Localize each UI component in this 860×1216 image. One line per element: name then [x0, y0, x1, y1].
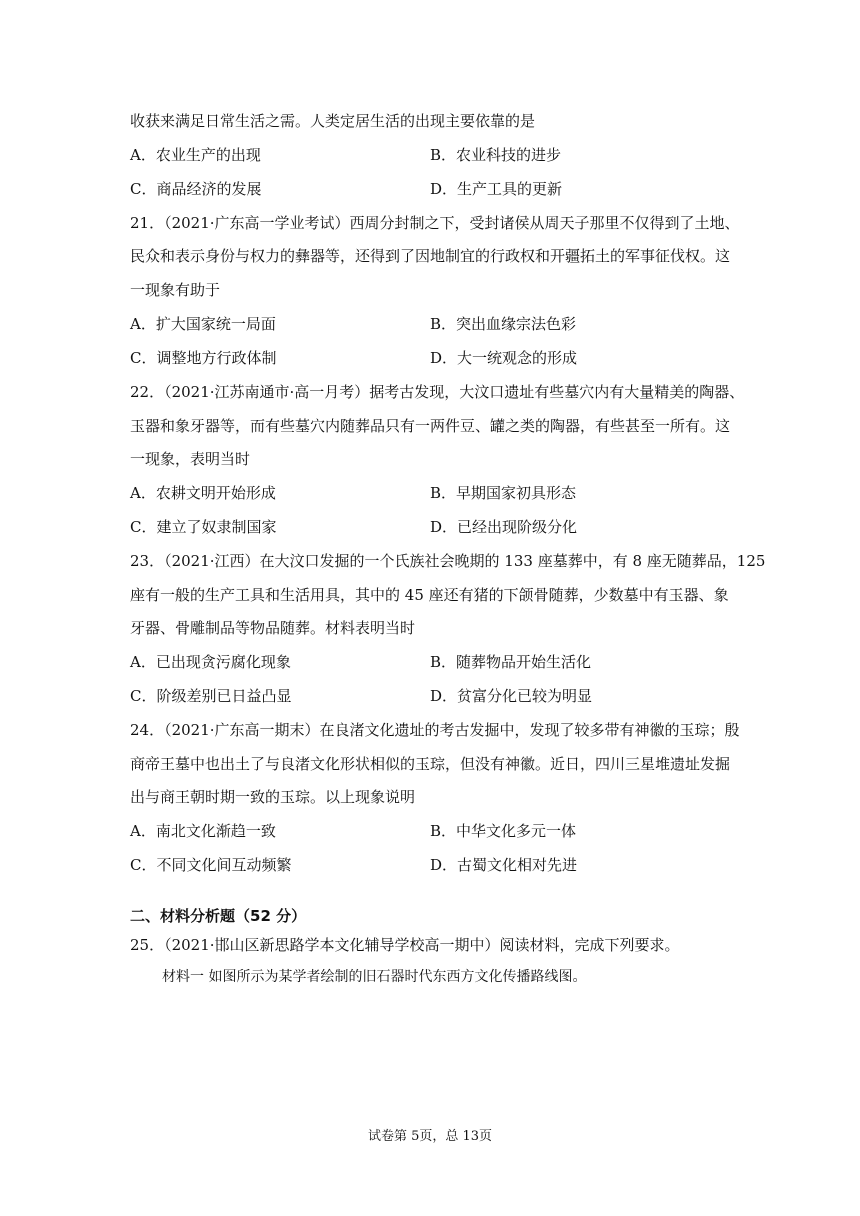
- q20-option-a: A．农业生产的出现: [130, 146, 261, 164]
- q21-option-b: B．突出血缘宗法色彩: [430, 315, 577, 333]
- q24-option-b: B．中华文化多元一体: [430, 822, 577, 840]
- q23-stem-line-1: 23．（2021·江西）在大汶口发掘的一个氏族社会晚期的 133 座墓葬中，有 8 座无随葬品，125: [130, 552, 766, 570]
- q23-option-a: A．已出现贪污腐化现象: [130, 653, 291, 671]
- q23-stem-line-2: 座有一般的生产工具和生活用具，其中的 45 座还有猪的下颌骨随葬，少数墓中有玉器、象: [130, 586, 729, 604]
- section-title: 二、材料分析题（52 分）: [130, 907, 307, 925]
- q24-option-c: C．不同文化间互动频繁: [130, 856, 292, 874]
- q23-stem-line-3: 牙器、骨雕制品等物品随葬。材料表明当时: [130, 619, 416, 637]
- q21-option-d: D．大一统观念的形成: [430, 349, 578, 367]
- q23-option-d: D．贫富分化已较为明显: [430, 687, 593, 705]
- q24-option-d: D．古蜀文化相对先进: [430, 856, 578, 874]
- q21-stem-line-1: 21．（2021·广东高一学业考试）西周分封制之下，受封诸侯从周天子那里不仅得到了土地、: [130, 214, 740, 232]
- q21-stem-line-2: 民众和表示身份与权力的彝器等，还得到了因地制宜的行政权和开疆拓土的军事征伐权。这: [130, 247, 731, 265]
- page-footer: 试卷第 5页，总 13页: [367, 1129, 493, 1144]
- q22-option-c: C．建立了奴隶制国家: [130, 518, 277, 536]
- q21-option-c: C．调整地方行政体制: [130, 349, 277, 367]
- q20-option-d: D．生产工具的更新: [430, 180, 563, 198]
- q24-stem-line-3: 出与商王朝时期一致的玉琮。以上现象说明: [130, 788, 416, 806]
- q24-option-a: A．南北文化渐趋一致: [130, 822, 276, 840]
- q25-material-1: 材料一 如图所示为某学者绘制的旧石器时代东西方文化传播路线图。: [162, 969, 587, 985]
- question-20-stem: 收获来满足日常生活之需。人类定居生活的出现主要依靠的是: [130, 112, 536, 130]
- q20-option-c: C．商品经济的发展: [130, 180, 262, 198]
- q21-stem-line-3: 一现象有助于: [130, 281, 221, 299]
- q22-option-b: B．早期国家初具形态: [430, 484, 577, 502]
- q24-stem-line-2: 商帝王墓中也出土了与良渚文化形状相似的玉琮，但没有神徽。近日，四川三星堆遗址发掘: [130, 755, 731, 773]
- q24-stem-line-1: 24．（2021·广东高一期末）在良渚文化遗址的考古发掘中，发现了较多带有神徽的玉琮；殷: [130, 721, 740, 739]
- q22-stem-line-2: 玉器和象牙器等，而有些墓穴内随葬品只有一两件豆、罐之类的陶器，有些甚至一所有。这: [130, 417, 731, 435]
- q22-option-a: A．农耕文明开始形成: [130, 484, 276, 502]
- q22-stem-line-1: 22．（2021·江苏南通市·高一月考）据考古发现，大汶口遗址有些墓穴内有大量精美的陶器、: [130, 383, 745, 401]
- q25-stem: 25．（2021·邯山区新思路学本文化辅导学校高一期中）阅读材料，完成下列要求。: [130, 936, 680, 954]
- q20-option-b: B．农业科技的进步: [430, 146, 562, 164]
- q22-stem-line-3: 一现象，表明当时: [130, 450, 251, 468]
- q23-option-c: C．阶级差别已日益凸显: [130, 687, 292, 705]
- q22-option-d: D．已经出现阶级分化: [430, 518, 578, 536]
- q21-option-a: A．扩大国家统一局面: [130, 315, 276, 333]
- q23-option-b: B．随葬物品开始生活化: [430, 653, 592, 671]
